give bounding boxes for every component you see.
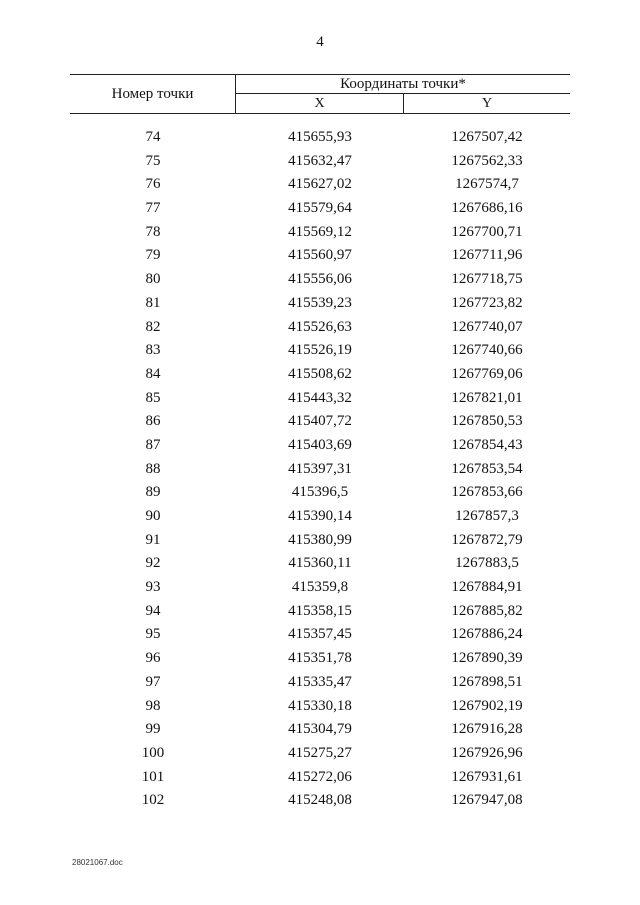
point-number-cell: 102: [141, 792, 165, 809]
point-number-cell: 78: [145, 223, 161, 240]
y-coordinate-cell: 1267700,71: [451, 223, 523, 240]
point-number-cell: 90: [145, 508, 161, 524]
x-coordinate-cell: 415359,8: [291, 579, 349, 596]
y-coordinate-cell: 1267916,28: [451, 721, 523, 738]
x-coordinate-cell: 415508,62: [288, 365, 352, 382]
y-coordinate-cell: 1267872,79: [451, 531, 523, 548]
table-row: [70, 174, 570, 198]
table-row: [70, 743, 570, 767]
table-row: [70, 435, 570, 459]
table-row: [70, 364, 570, 388]
y-coordinate-cell: 1267853,54: [451, 460, 523, 477]
point-number-cell: 88: [145, 460, 161, 477]
coordinates-header-group: [236, 75, 570, 113]
point-number-cell: 85: [145, 389, 161, 406]
page-number: 4: [316, 34, 324, 50]
x-coordinate-cell: 415539,23: [288, 294, 352, 311]
y-coordinate-cell: 1267723,82: [451, 294, 523, 311]
point-number-cell: 95: [145, 626, 161, 643]
table-row: [70, 293, 570, 317]
point-number-cell: 89: [145, 484, 161, 501]
y-coordinate-cell: 1267574,7: [455, 176, 519, 193]
x-coordinate-cell: 415556,06: [288, 271, 352, 288]
point-number-cell: 87: [145, 436, 161, 453]
point-number-cell: 100: [141, 744, 165, 761]
y-coordinate-cell: 1267854,43: [451, 436, 523, 453]
x-coordinate-cell: 415248,08: [288, 792, 352, 809]
y-coordinate-cell: 1267926,96: [451, 744, 523, 761]
x-coordinate-cell: 415380,99: [288, 531, 352, 548]
x-coordinate-cell: 415632,47: [288, 152, 352, 169]
point-number-header: Номер точки: [70, 75, 236, 113]
point-number-cell: 75: [145, 152, 161, 169]
table-row: [70, 317, 570, 341]
point-number-cell: 83: [145, 342, 161, 359]
y-coordinate-cell: 1267884,91: [451, 579, 523, 596]
table-row: [70, 459, 570, 483]
table-row: [70, 222, 570, 246]
x-coordinate-cell: 415526,63: [288, 318, 352, 335]
x-coordinate-cell: 415390,14: [288, 508, 352, 524]
y-coordinate-cell: 1267507,42: [451, 129, 523, 145]
table-row: [70, 340, 570, 364]
table-row: [70, 127, 570, 151]
x-coordinate-cell: 415272,06: [288, 768, 352, 785]
point-number-cell: 77: [145, 200, 161, 217]
table-row: [70, 790, 570, 814]
x-coordinate-cell: 415407,72: [288, 413, 352, 430]
point-number-cell: 81: [145, 294, 161, 311]
table-header: [70, 74, 570, 114]
y-coordinate-cell: 1267902,19: [451, 697, 523, 714]
table-row: [70, 482, 570, 506]
point-number-cell: 80: [145, 271, 161, 288]
table-row: [70, 553, 570, 577]
x-coordinate-cell: 415330,18: [288, 697, 352, 714]
table-row: [70, 601, 570, 625]
point-number-cell: 92: [145, 555, 161, 572]
y-coordinate-cell: 1267850,53: [451, 413, 523, 430]
x-coordinate-cell: 415357,45: [288, 626, 352, 643]
table-row: [70, 506, 570, 530]
point-number-cell: 84: [145, 365, 161, 382]
x-coordinate-cell: 415403,69: [288, 436, 352, 453]
table-row: [70, 696, 570, 720]
x-coordinate-cell: 415304,79: [288, 721, 352, 738]
y-coordinate-cell: 1267821,01: [451, 389, 523, 406]
point-number-cell: 96: [145, 650, 161, 667]
table-row: [70, 672, 570, 696]
coordinates-header: Координаты точки*: [236, 75, 570, 94]
table-row: [70, 624, 570, 648]
table-row: [70, 719, 570, 743]
point-number-cell: 91: [145, 531, 161, 548]
table-row: [70, 530, 570, 554]
table-row: [70, 388, 570, 412]
point-number-cell: 101: [141, 768, 165, 785]
table-row: [70, 411, 570, 435]
y-coordinate-cell: 1267562,33: [451, 152, 523, 169]
y-coordinate-cell: 1267740,07: [451, 318, 523, 335]
point-number-cell: 97: [145, 673, 161, 690]
x-coordinate-cell: 415569,12: [288, 223, 352, 240]
table-row: [70, 245, 570, 269]
point-number-cell: 76: [145, 176, 161, 193]
y-coordinate-cell: 1267718,75: [451, 271, 523, 288]
y-coordinate-cell: 1267740,66: [451, 342, 523, 359]
point-number-cell: 79: [145, 247, 161, 264]
x-coordinate-cell: 415560,97: [288, 247, 352, 264]
y-coordinate-cell: 1267853,66: [451, 484, 523, 501]
y-coordinate-cell: 1267686,16: [451, 200, 523, 217]
x-coordinate-cell: 415275,27: [288, 744, 352, 761]
y-coordinate-cell: 1267886,24: [451, 626, 523, 643]
x-coordinate-cell: 415627,02: [288, 176, 352, 193]
x-column-header: X: [236, 94, 404, 113]
x-coordinate-cell: 415526,19: [288, 342, 352, 359]
table-row: [70, 577, 570, 601]
y-column-header: Y: [481, 96, 493, 111]
table-row: [70, 198, 570, 222]
x-coordinate-cell: 415358,15: [288, 602, 352, 619]
table-body: [70, 127, 570, 814]
y-coordinate-cell: 1267898,51: [451, 673, 523, 690]
point-number-cell: 93: [145, 579, 161, 596]
x-coordinate-cell: 415443,32: [288, 389, 352, 406]
x-coordinate-cell: 415360,11: [288, 555, 352, 572]
y-coordinate-cell: 1267885,82: [451, 602, 523, 619]
point-number-cell: 74: [145, 129, 161, 145]
point-number-cell: 99: [145, 721, 161, 738]
x-coordinate-cell: 415396,5: [291, 484, 349, 501]
point-number-cell: 94: [145, 602, 161, 619]
table-row: [70, 269, 570, 293]
x-coordinate-cell: 415655,93: [288, 129, 352, 145]
y-coordinate-cell: 1267947,08: [451, 792, 523, 809]
point-number-cell: 82: [145, 318, 161, 335]
point-number-cell: 98: [145, 697, 161, 714]
y-coordinate-cell: 1267711,96: [451, 247, 523, 264]
point-number-cell: 86: [145, 413, 161, 430]
y-coordinate-cell: 1267890,39: [451, 650, 523, 667]
y-coordinate-cell: 1267857,3: [455, 508, 519, 524]
x-coordinate-cell: 415335,47: [288, 673, 352, 690]
x-coordinate-cell: 415397,31: [288, 460, 352, 477]
table-row: [70, 648, 570, 672]
document-filename: 28021067.doc: [72, 858, 123, 867]
x-coordinate-cell: 415579,64: [288, 200, 352, 217]
y-coordinate-cell: 1267769,06: [451, 365, 523, 382]
table-row: [70, 767, 570, 791]
table-row: [70, 151, 570, 175]
x-coordinate-cell: 415351,78: [288, 650, 352, 667]
y-coordinate-cell: 1267883,5: [455, 555, 519, 572]
y-coordinate-cell: 1267931,61: [451, 768, 523, 785]
